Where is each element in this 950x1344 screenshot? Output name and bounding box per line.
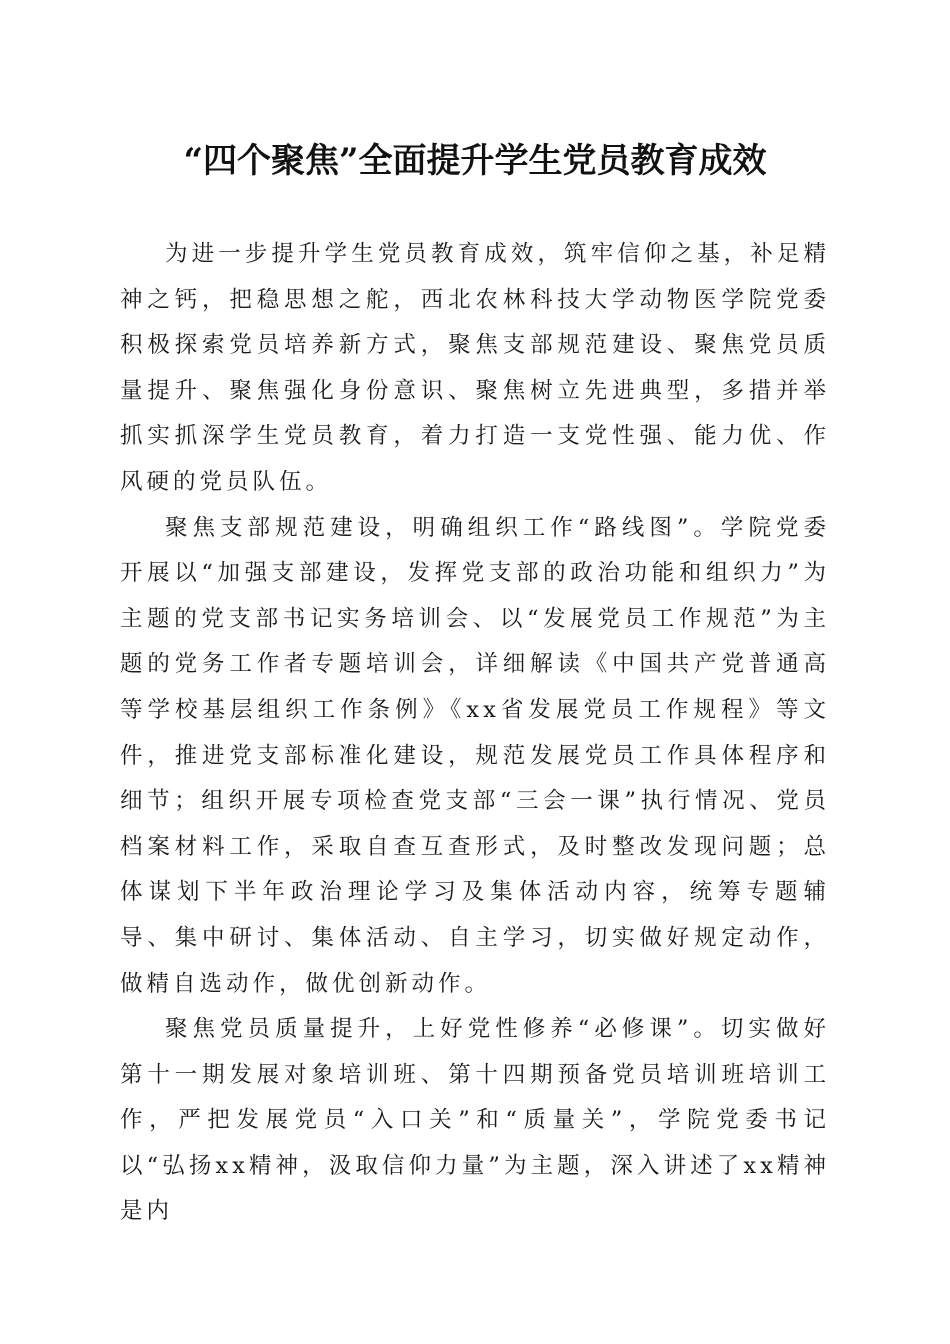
document-title: “四个聚焦”全面提升学生党员教育成效 bbox=[183, 141, 767, 181]
paragraph-member-quality: 聚焦党员质量提升，上好党性修养“必修课”。切实做好第十一期发展对象培训班、第十四期预备党员培训班培训工作，严把发展党员“入口关”和“质量关”，学院党委书记以“弘扬xx精神，汲取信仰力量”为主题，深入讲述了xx精神是内 bbox=[120, 1016, 830, 1225]
document-body bbox=[120, 232, 830, 1235]
paragraph-branch-building: 聚焦支部规范建设，明确组织工作“路线图”。学院党委开展以“加强支部建设，发挥党支部的政治功能和组织力”为主题的党支部书记实务培训会、以“发展党员工作规范”为主题的党务工作者专题培训会，详细解读《中国共产党普通高等学校基层组织工作条例》《xx省发展党员工作规程》等文件，推进党支部标准化建设，规范发展党员工作具体程序和细节；组织开展专项检查党支部“三会一课”执行情况、党员档案材料工作，采取自查互查形式，及时整改发现问题；总体谋划下半年政治理论学习及集体活动内容，统筹专题辅导、集中研讨、集体活动、自主学习，切实做好规定动作，做精自选动作，做优创新动作。 bbox=[120, 514, 830, 997]
paragraph-intro: 为进一步提升学生党员教育成效，筑牢信仰之基，补足精神之钙，把稳思想之舵，西北农林科技大学动物医学院党委积极探索党员培养新方式，聚焦支部规范建设、聚焦党员质量提升、聚焦强化身份意识、聚焦树立先进典型，多措并举抓实抓深学生党员教育，着力打造一支党性强、能力优、作风硬的党员队伍。 bbox=[120, 241, 830, 495]
